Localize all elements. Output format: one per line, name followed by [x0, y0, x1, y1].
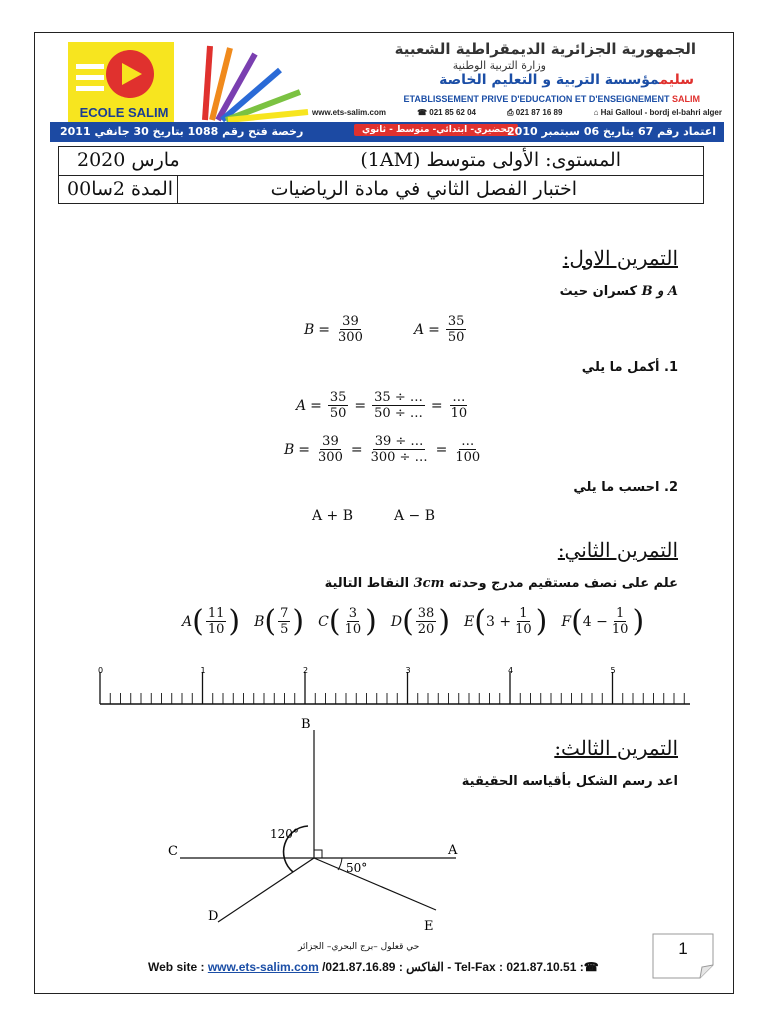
approval-band: رخصة فتح رقم 1088 بتاريخ 30 جانفي 2011 تحضيري- ابتدائي- متوسط - ثانوي اعتماد رقم 67 بتاريخ 06 سبتمبر 2010	[50, 122, 724, 142]
exercise1-title: التمرين الاول:	[562, 246, 678, 270]
segment-D	[218, 858, 314, 922]
diff-expression: A − B	[394, 508, 436, 524]
address-text: ⌂ Hai Galloul - bordj el-bahri alger	[593, 108, 722, 117]
label-D: D	[208, 909, 219, 924]
label-E: E	[424, 919, 434, 934]
fraction-A-def: A = $\frac{35}{50}$	[414, 314, 465, 345]
footer-address: حي قعلول –برج البحري– الجزائر	[298, 942, 420, 952]
duration-cell: المدة 2سا00	[67, 178, 174, 200]
fax-text: ⎙ 021 87 16 89	[507, 108, 563, 117]
institution-fr: ETABLISSEMENT PRIVE D'EDUCATION ET D'ENSEIGNEMENT SALIM	[403, 94, 700, 104]
exercise2-title: التمرين الثاني:	[557, 538, 678, 562]
sum-expression: A + B	[312, 508, 354, 524]
fraction-B-def: B = $\frac{39}{300}$	[304, 314, 363, 345]
angle-50-label: 50°	[346, 861, 368, 875]
complete-A: A = $\frac{35}{50}$ = $\frac{35 \div \dots}{50 \div \dots}$ = $\frac{\dots}{10}$	[296, 390, 468, 421]
ruler-label: 4	[508, 666, 514, 675]
label-B: B	[301, 717, 311, 732]
footer-contact: Web site : www.ets-salim.com /021.87.16.89 : الفاكس - Tel-Fax : 021.87.10.51 :☎	[148, 960, 599, 974]
number-line-ruler	[90, 664, 690, 712]
date-cell: مارس 2020	[77, 149, 180, 171]
website-link[interactable]: www.ets-salim.com	[207, 960, 319, 974]
exercise2-instruction: علم على نصف مستقيم مدرج وحدته 3cm النقاط التالية	[324, 576, 678, 591]
exercise3-title: التمرين الثالث:	[554, 736, 678, 760]
segment-E	[314, 858, 436, 910]
website-text: www.ets-salim.com	[312, 108, 386, 117]
exam-title-cell: اختبار الفصل الثاني في مادة الرياضيات	[270, 178, 577, 200]
label-A: A	[448, 843, 458, 858]
point-C: C ( $\frac{3}{10}$ )	[318, 603, 377, 639]
pencils-icon	[200, 42, 310, 122]
ruler-label: 0	[98, 666, 104, 675]
question-2: 2. احسب ما يلي	[573, 480, 678, 495]
question-1: 1. أكمل ما يلي	[581, 360, 678, 375]
complete-B: B = $\frac{39}{300}$ = $\frac{39 \div \dots}{300 \div \dots}$ = $\frac{\dots}{100}$	[284, 434, 481, 465]
logo-text: ECOLE SALIM	[79, 105, 169, 120]
institution-name: سليم	[659, 72, 694, 88]
angle-arc-50	[338, 858, 342, 870]
point-B: B ( $\frac{7}{5}$ )	[254, 603, 305, 639]
ruler-label: 3	[405, 666, 411, 675]
ruler-label: 2	[303, 666, 309, 675]
angle-120-label: 120°	[270, 827, 299, 841]
points-list	[182, 603, 645, 639]
ministry-title: وزارة التربية الوطنية	[452, 59, 546, 72]
level-cell: المستوى: الأولى متوسط (1AM)	[360, 149, 621, 171]
point-E: E ( 3 + $\frac{1}{10}$ )	[464, 603, 548, 639]
ruler-label: 5	[610, 666, 616, 675]
exercise3-instruction: اعد رسم الشكل بأقياسه الحقيقية	[461, 774, 678, 789]
exam-info-table	[58, 146, 704, 204]
page-number: 1	[678, 939, 688, 958]
republic-title: الجمهورية الجزائرية الديمقراطية الشعبية	[394, 40, 696, 58]
phone-text: ☎ 021 85 62 04	[417, 108, 476, 117]
point-A: A ( $\frac{11}{10}$ )	[182, 603, 241, 639]
point-F: F ( 4 − $\frac{1}{10}$ )	[561, 603, 645, 639]
contact-line	[312, 108, 722, 118]
institution-title: سليممؤسسة التربية و التعليم الخاصة	[439, 72, 694, 88]
ruler-label: 1	[200, 666, 206, 675]
label-C: C	[168, 844, 178, 859]
point-D: D ( $\frac{38}{20}$ )	[390, 603, 451, 639]
exercise1-intro: A و B كسران حيث	[559, 284, 678, 299]
right-angle-mark	[314, 850, 322, 858]
geometry-figure	[160, 714, 480, 944]
